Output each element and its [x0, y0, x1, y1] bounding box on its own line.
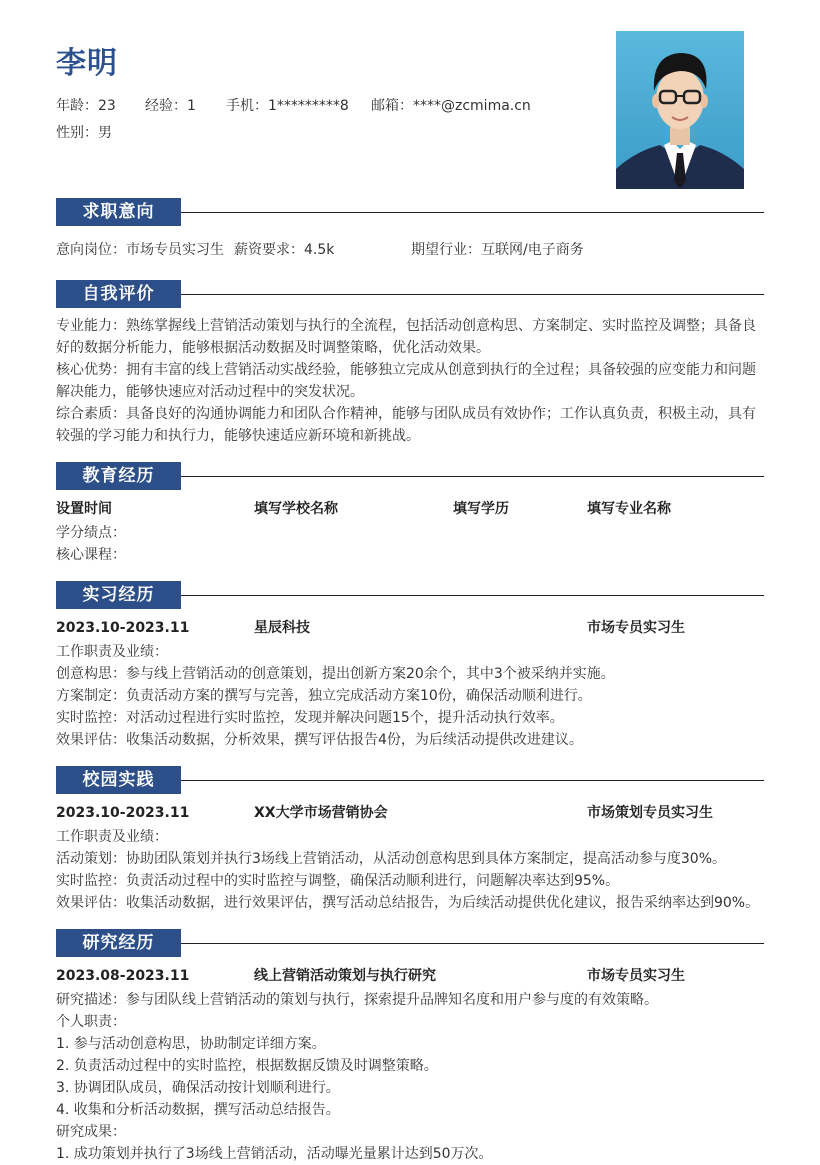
- text-line: 解决能力，能够快速应对活动过程中的突发状况。: [56, 384, 364, 400]
- research-date: 2023.08-2023.11: [56, 968, 190, 984]
- section-divider: [181, 294, 764, 295]
- education-school: 填写学校名称: [254, 501, 338, 517]
- internship-company: 星辰科技: [254, 620, 310, 636]
- campus-details: [56, 826, 768, 914]
- campus-date: 2023.10-2023.11: [56, 805, 190, 821]
- self-eval-text: [56, 315, 768, 447]
- section-divider: [181, 595, 764, 596]
- text-line: 实时监控：对活动过程进行实时监控，发现并解决问题15个，提升活动执行效率。: [56, 710, 564, 726]
- text-line: 专业能力：熟练掌握线上营销活动策划与执行的全流程，包括活动创意构思、方案制定、实时监控及调整；具备良: [56, 318, 756, 334]
- campus-role: 市场策划专员实习生: [587, 805, 713, 821]
- section-divider: [181, 476, 764, 477]
- profile-photo: [616, 31, 744, 189]
- objective-salary: 薪资要求：4.5k: [234, 242, 335, 258]
- internship-details: [56, 641, 768, 751]
- section-research: [56, 929, 764, 957]
- text-line: 研究成果：: [56, 1124, 126, 1140]
- section-divider: [181, 212, 764, 213]
- section-title: 自我评价: [56, 280, 181, 308]
- text-line: 较强的学习能力和执行力，能够快速适应新环境和新挑战。: [56, 428, 420, 444]
- education-time: 设置时间: [56, 501, 112, 517]
- text-line: 方案制定：负责活动方案的撰写与完善，独立完成活动方案10份，确保活动顺利进行。: [56, 688, 592, 704]
- text-line: 1. 参与活动创意构思，协助制定详细方案。: [56, 1036, 326, 1052]
- section-campus: [56, 766, 764, 794]
- education-courses: 核心课程：: [56, 547, 126, 563]
- objective-industry: 期望行业：互联网/电子商务: [411, 242, 584, 258]
- age-info: 年龄：23: [56, 98, 116, 114]
- phone-info: 手机：1*********8: [226, 98, 349, 114]
- text-line: 工作职责及业绩：: [56, 644, 168, 660]
- internship-date: 2023.10-2023.11: [56, 620, 190, 636]
- research-topic: 线上营销活动策划与执行研究: [254, 968, 436, 984]
- text-line: 个人职责：: [56, 1014, 126, 1030]
- text-line: 好的数据分析能力，能够根据活动数据及时调整策略，优化活动效果。: [56, 340, 490, 356]
- section-internship: [56, 581, 764, 609]
- section-title: 教育经历: [56, 462, 181, 490]
- email-info: 邮箱：****@zcmima.cn: [371, 98, 531, 114]
- text-line: 综合素质：具备良好的沟通协调能力和团队合作精神，能够与团队成员有效协作；工作认真负责，积极主动，具有: [56, 406, 756, 422]
- education-major: 填写专业名称: [587, 501, 671, 517]
- section-self-eval: [56, 280, 764, 308]
- text-line: 活动策划：协助团队策划并执行3场线上营销活动，从活动创意构思到具体方案制定，提高活动参与度30%。: [56, 851, 727, 867]
- text-line: 效果评估：收集活动数据，进行效果评估，撰写活动总结报告，为后续活动提供优化建议，报告采纳率达到90%。: [56, 895, 760, 911]
- text-line: 工作职责及业绩：: [56, 829, 168, 845]
- research-role: 市场专员实习生: [587, 968, 685, 984]
- education-gpa: 学分绩点：: [56, 525, 126, 541]
- section-title: 实习经历: [56, 581, 181, 609]
- section-divider: [181, 780, 764, 781]
- text-line: 4. 收集和分析活动数据，撰写活动总结报告。: [56, 1102, 340, 1118]
- text-line: 1. 成功策划并执行了3场线上营销活动，活动曝光量累计达到50万次。: [56, 1146, 493, 1162]
- experience-info: 经验：1: [145, 98, 196, 114]
- section-divider: [181, 943, 764, 944]
- objective-position: 意向岗位：市场专员实习生: [56, 242, 224, 258]
- text-line: 3. 协调团队成员，确保活动按计划顺利进行。: [56, 1080, 340, 1096]
- research-details: [56, 989, 768, 1165]
- text-line: 创意构思：参与线上营销活动的创意策划，提出创新方案20余个，其中3个被采纳并实施。: [56, 666, 615, 682]
- section-title: 求职意向: [56, 198, 181, 226]
- text-line: 研究描述：参与团队线上营销活动的策划与执行，探索提升品牌知名度和用户参与度的有效策略。: [56, 992, 658, 1008]
- section-education: [56, 462, 764, 490]
- internship-role: 市场专员实习生: [587, 620, 685, 636]
- education-degree: 填写学历: [453, 501, 509, 517]
- section-title: 研究经历: [56, 929, 181, 957]
- text-line: 核心优势：拥有丰富的线上营销活动实战经验，能够独立完成从创意到执行的全过程；具备较强的应变能力和问题: [56, 362, 756, 378]
- section-title: 校园实践: [56, 766, 181, 794]
- text-line: 实时监控：负责活动过程中的实时监控与调整，确保活动顺利进行，问题解决率达到95%。: [56, 873, 620, 889]
- candidate-name: 李明: [56, 46, 118, 81]
- campus-org: XX大学市场营销协会: [254, 805, 388, 821]
- gender-info: 性别：男: [56, 125, 112, 141]
- section-objective: [56, 198, 764, 226]
- text-line: 2. 负责活动过程中的实时监控，根据数据反馈及时调整策略。: [56, 1058, 438, 1074]
- text-line: 效果评估：收集活动数据，分析效果，撰写评估报告4份，为后续活动提供改进建议。: [56, 732, 583, 748]
